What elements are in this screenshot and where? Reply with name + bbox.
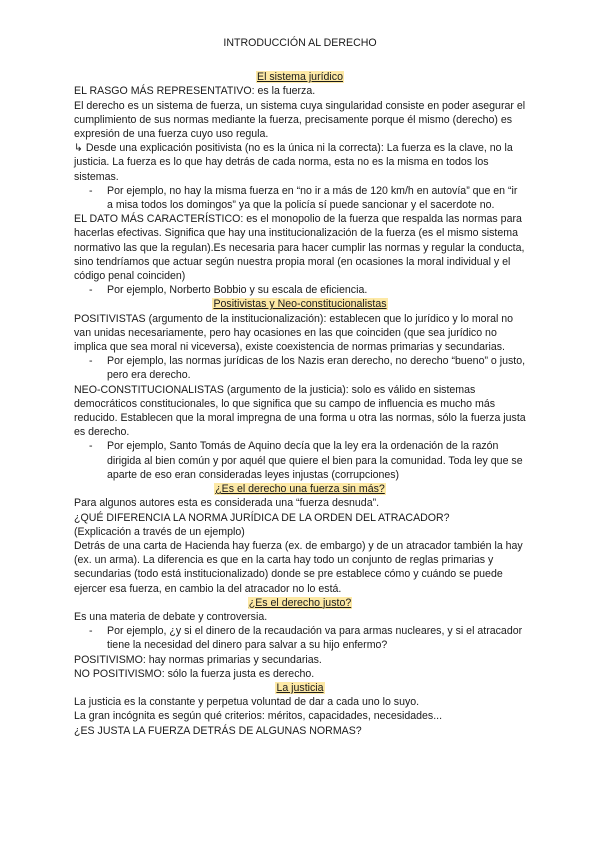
- section-heading-justicia: [74, 681, 526, 695]
- bullet-marker: -: [89, 284, 93, 297]
- bullet-text: Por ejemplo, Norberto Bobbio y su escala de eficiencia.: [107, 284, 368, 297]
- bullet-text: Por ejemplo, no hay la misma fuerza en “no ir a más de 120 km/h en autovía” que en “ir a misa todos los domingos” ya que la policía sí puede sancionar y el sacerdote no.: [107, 184, 518, 212]
- paragraph: NO POSITIVISMO: sólo la fuerza justa es derecho.: [74, 667, 315, 680]
- bullet-marker: -: [89, 355, 93, 368]
- heading-text: El sistema jurídico: [257, 71, 343, 84]
- paragraph: POSITIVISMO: hay normas primarias y secundarias.: [74, 653, 322, 666]
- bullet-text: Por ejemplo, ¿y si el dinero de la recaudación va para armas nucleares, y si el atracador tiene la necesidad del dinero para salvar a su hijo enfermo?: [107, 625, 523, 652]
- paragraph: Detrás de una carta de Hacienda hay fuerza (ex. de embargo) y de un atracador también la hay (ex. un arma). La diferencia es que en la carta hay todo un conjunto de reglas primarias y secundarias (todo está institucionalizado) donde se pre establece cómo y cuándo se puede ejercer esa fuerza, en cambio la del atracador no lo está.: [74, 539, 523, 595]
- section-heading-positivistas: [74, 297, 526, 311]
- paragraph: La justicia es la constante y perpetua voluntad de dar a cada uno lo suyo.: [74, 696, 420, 709]
- heading-text: La justicia: [276, 681, 324, 694]
- bullet-marker: -: [89, 440, 93, 453]
- bullet-marker: -: [89, 184, 93, 197]
- heading-text: ¿Es el derecho justo?: [248, 596, 352, 609]
- section-heading-fuerza-sin-mas: [74, 482, 526, 496]
- paragraph: La gran incógnita es según qué criterios: méritos, capacidades, necesidades...: [74, 710, 443, 723]
- paragraph: El derecho es un sistema de fuerza, un sistema cuya singularidad consiste en poder asegurar el cumplimiento de sus normas mediante la fuerza, precisamente porque él mismo (derecho) es expresión de una fuerza cuyo uso regula.: [74, 99, 526, 141]
- bullet-item: [74, 624, 526, 652]
- paragraph: Para algunos autores esta es considerada una “fuerza desnuda”.: [74, 497, 380, 510]
- bullet-text: Por ejemplo, las normas jurídicas de los Nazis eran derecho, no derecho “bueno” o justo, pero era derecho.: [107, 355, 526, 382]
- bullet-item: [74, 283, 526, 297]
- paragraph: (Explicación a través de un ejemplo): [74, 525, 245, 538]
- paragraph: ¿QUÉ DIFERENCIA LA NORMA JURÍDICA DE LA ORDEN DEL ATRACADOR?: [74, 511, 450, 524]
- paragraph: Es una materia de debate y controversia.: [74, 610, 268, 623]
- paragraph: EL RASGO MÁS REPRESENTATIVO: es la fuerza.: [74, 85, 316, 98]
- bullet-marker: -: [89, 625, 93, 638]
- paragraph: POSITIVISTAS (argumento de la institucionalización): establecen que lo jurídico y lo moral no van unidas necesariamente, pero hay ocasiones en las que coinciden (que sea jurídico no implica que sea moral ni viceversa), existe coexistencia de normas primarias y secundarias.: [74, 312, 514, 354]
- section-heading-derecho-justo: [74, 596, 526, 610]
- bullet-item: [74, 439, 526, 482]
- bullet-item: [74, 354, 526, 382]
- bullet-item: [74, 184, 526, 212]
- heading-text: ¿Es el derecho una fuerza sin más?: [215, 483, 385, 496]
- paragraph: NEO-CONSTITUCIONALISTAS (argumento de la justicia): solo es válido en sistemas democráticos constitucionales, lo que significa que su campo de influencia es mucho más reducido. Establecen que la moral impregna de una forma u otra las normas, sólo la fuerza justa es derecho.: [74, 383, 526, 439]
- paragraph: ¿ES JUSTA LA FUERZA DETRÁS DE ALGUNAS NORMAS?: [74, 724, 362, 737]
- heading-text: Positivistas y Neo-constitucionalistas: [213, 298, 387, 311]
- paragraph: ↳ Desde una explicación positivista (no es la única ni la correcta): La fuerza es la clave, no la justicia. La fuerza es lo que hay detrás de cada norma, esta no es la misma en todos los sistemas.: [74, 142, 513, 183]
- section-heading-sistema-juridico: [74, 70, 526, 84]
- bullet-text: Por ejemplo, Santo Tomás de Aquino decía que la ley era la ordenación de la razón dirigida al bien común y por aquél que quiere el bien para la comunidad. Toda ley que se aparte de eso eran consideradas leyes injustas (corrupciones): [107, 440, 523, 481]
- paragraph: EL DATO MÁS CARACTERÍSTICO: es el monopolio de la fuerza que respalda las normas para hacerlas efectivas. Significa que hay una institucionalización de la fuerza (es el mismo sistema normativo las que la regulan).Es necesaria para hacer cumplir las normas y regular la conducta, sino tendríamos que actuar según nuestra propia moral (en ocasiones la moral individual y el código penal coinciden): [74, 213, 525, 283]
- document-title: INTRODUCCIÓN AL DERECHO: [223, 37, 377, 49]
